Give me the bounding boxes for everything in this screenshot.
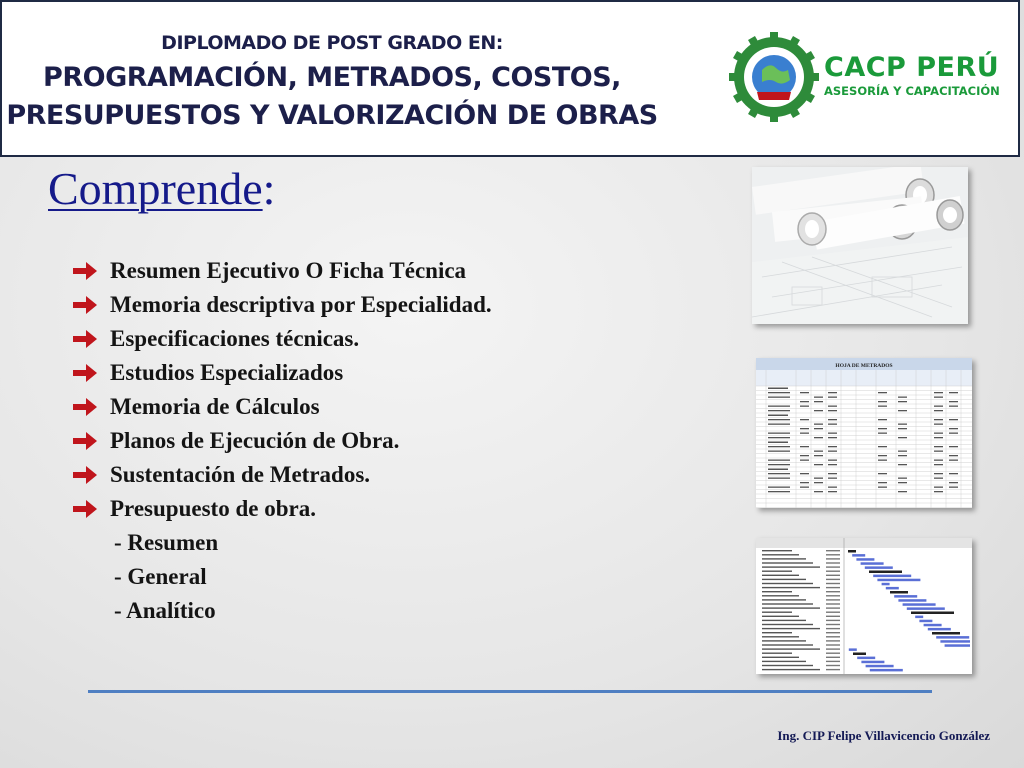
course-type: DIPLOMADO DE POST GRADO EN: (161, 32, 503, 54)
metrados-sheet-image (756, 358, 972, 508)
gantt-chart-image (756, 538, 972, 674)
contents-item (72, 356, 492, 390)
contents-item-label: Memoria de Cálculos (110, 394, 320, 419)
contents-item (72, 322, 492, 356)
presupuesto-sub-item: - Resumen (114, 530, 219, 555)
arrow-right-icon (72, 431, 98, 451)
contents-item (72, 458, 492, 492)
contents-item-label: Especificaciones técnicas. (110, 326, 360, 351)
presupuesto-sub-item: - Analítico (114, 598, 216, 623)
contents-item-label: Planos de Ejecución de Obra. (110, 428, 400, 453)
slide-title (48, 162, 275, 215)
slide-title-colon: : (262, 163, 276, 214)
brand-name: CACP PERÚ (824, 52, 1000, 83)
metrados-sheet-title: HOJA DE METRADOS (835, 363, 893, 369)
slide-title-text: Comprende (48, 163, 263, 214)
arrow-right-icon (72, 363, 98, 383)
contents-item (72, 254, 492, 288)
presupuesto-sub-item: - General (114, 564, 207, 589)
contents-item (72, 492, 492, 526)
contents-item-label: Memoria descriptiva por Especialidad. (110, 292, 492, 317)
contents-item (72, 390, 492, 424)
contents-item-label: Presupuesto de obra. (110, 496, 316, 521)
header-banner (0, 0, 1020, 157)
cacp-seal-logo (729, 32, 819, 122)
contents-item-label: Sustentación de Metrados. (110, 462, 371, 487)
contents-item-label: Resumen Ejecutivo O Ficha Técnica (110, 258, 467, 283)
course-title-line-1: PROGRAMACIÓN, METRADOS, COSTOS, (43, 62, 621, 93)
footer-author: Ing. CIP Felipe Villavicencio González (777, 728, 990, 743)
course-title-line-2: PRESUPUESTOS Y VALORIZACIÓN DE OBRAS (6, 100, 658, 131)
contents-list (72, 254, 492, 526)
presupuesto-sub-list (114, 526, 218, 628)
arrow-right-icon (72, 295, 98, 315)
contents-item (72, 288, 492, 322)
arrow-right-icon (72, 397, 98, 417)
brand-tagline: ASESORÍA Y CAPACITACIÓN (824, 84, 1000, 98)
contents-item (72, 424, 492, 458)
arrow-right-icon (72, 329, 98, 349)
contents-item-label: Estudios Especializados (110, 360, 344, 385)
arrow-right-icon (72, 465, 98, 485)
brand-block (824, 54, 1000, 98)
bottom-divider (88, 690, 932, 693)
arrow-right-icon (72, 261, 98, 281)
arrow-right-icon (72, 499, 98, 519)
blueprints-photo (752, 167, 968, 324)
metrados-sheet-drawing (756, 358, 972, 508)
